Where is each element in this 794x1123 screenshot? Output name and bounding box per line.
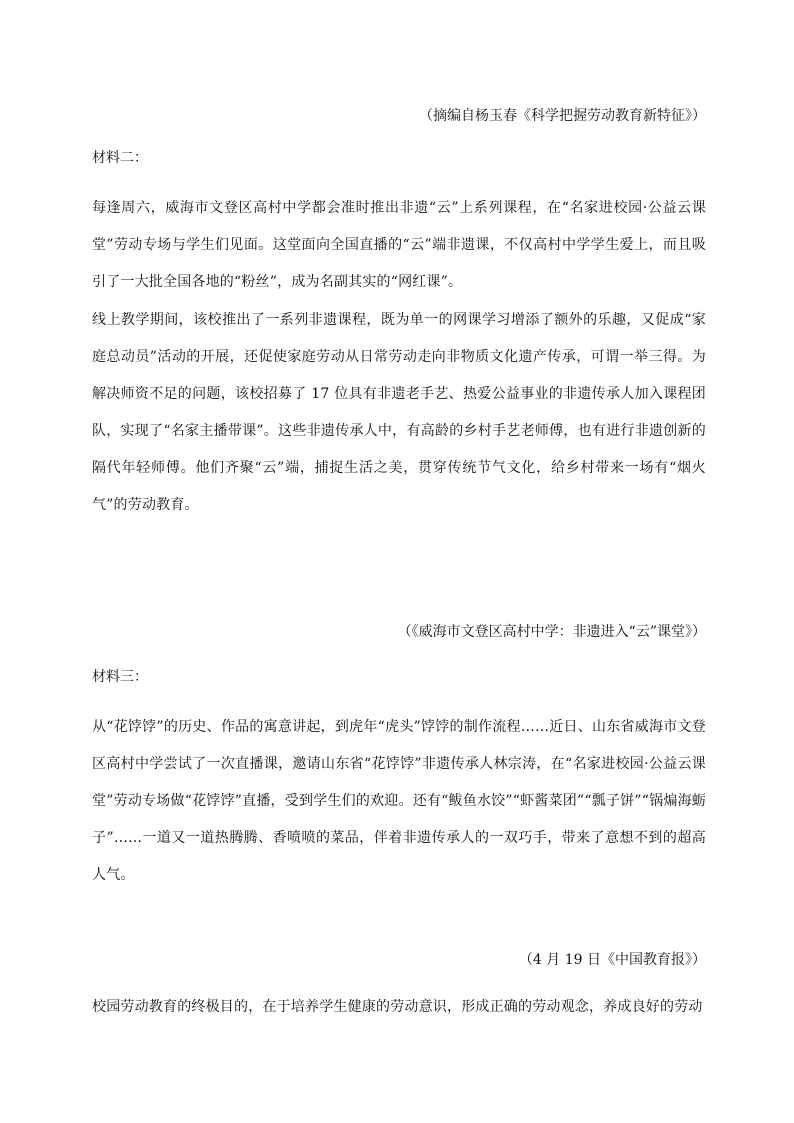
material-2-paragraph-2: 线上教学期间，该校推出了一系列非遗课程，既为单一的网课学习增添了额外的乐趣，又促成“家庭总动员”活动的开展，还促使家庭劳动从日常劳动走向非物质文化遗产传承，可谓一举三得。为解决师资不足的问题，该校招募了 17 位具有非遗老手艺、热爱公益事业的非遗传承人加入课程团队，实现了“名家主播带课”。这些非遗传承人中，有高龄的乡村手艺老师傅，也有进行非遗创新的隔代年轻师傅。他们齐聚“云”端，捕捉生活之美，贯穿传统节气文化，给乡村带来一场有“烟火气”的劳动教育。 — [92, 312, 706, 513]
closing-paragraph: 校园劳动教育的终极目的，在于培养学生健康的劳动意识，形成正确的劳动观念，养成良好的劳动 — [92, 999, 703, 1015]
material-3-heading: 材料三： — [92, 669, 148, 685]
source-citation-2: （《威海市文登区高村中学：非遗进入“云”课堂》） — [397, 624, 706, 640]
material-2-paragraph-1: 每逢周六，威海市文登区高村中学都会准时推出非遗“云”上系列课程，在“名家进校园·公益云课堂”劳动专场与学生们见面。这堂面向全国直播的“云”端非遗课，不仅高村中学学生爱上，而且吸引了一大批全国各地的“粉丝”，成为名副其实的“网红课”。 — [92, 200, 706, 290]
source-citation-1: （摘编自杨玉春《科学把握劳动教育新特征》） — [419, 108, 706, 124]
source-citation-3: （4 月 19 日《中国教育报》） — [518, 952, 706, 968]
material-3-paragraph-1: 从“花饽饽”的历史、作品的寓意讲起，到虎年“虎头”饽饽的制作流程……近日、山东省威海市文登区高村中学尝试了一次直播课，邀请山东省“花饽饽”非遗传承人林宗涛，在“名家进校园·公益云课堂”劳动专场做“花饽饽”直播，受到学生们的欢迎。还有“鲅鱼水饺”“虾酱菜团”“瓢子饼”“锅煸海蛎子”……一道又一道热腾腾、香喷喷的菜品，伴着非遗传承人的一双巧手，带来了意想不到的超高人气。 — [92, 719, 706, 883]
material-2-heading: 材料二： — [92, 150, 148, 166]
